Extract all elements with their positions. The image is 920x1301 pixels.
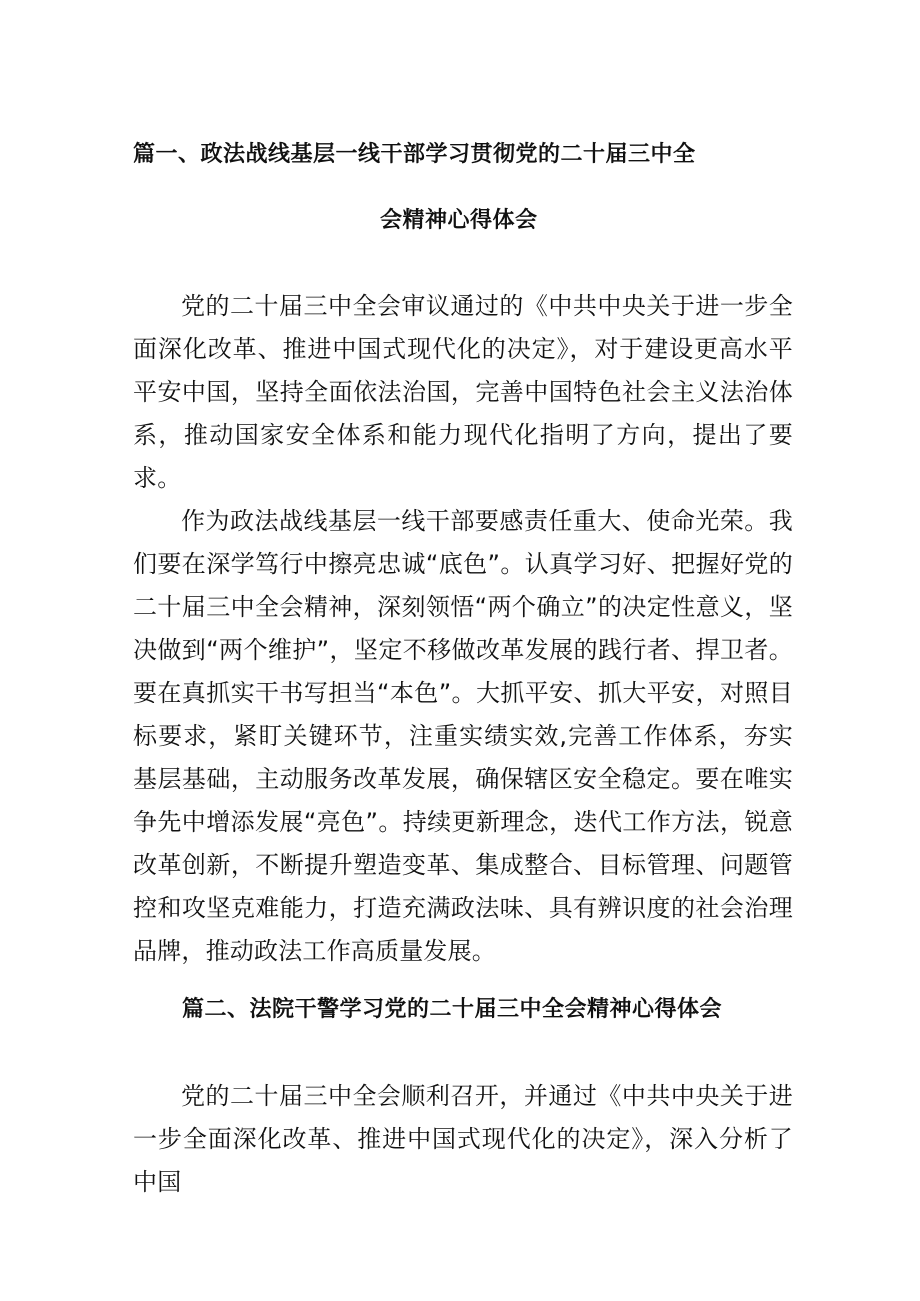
- section1-title-line2: 会精神心得体会: [380, 208, 538, 233]
- section2-title: 篇二、法院干警学习党的二十届三中全会精神心得体会: [182, 997, 723, 1022]
- section1-title-line1: 篇一、政法战线基层一线干部学习贯彻党的二十届三中全: [133, 142, 696, 167]
- section2-paragraph-1: 党的二十届三中全会顺利召开，并通过《中共中央关于进一步全面深化改革、推进中国式现代化的决定》，深入分析了中国: [133, 1082, 793, 1196]
- section1-paragraph-1: 党的二十届三中全会审议通过的《中共中央关于进一步全面深化改革、推进中国式现代化的决定》，对于建设更高水平平安中国，坚持全面依法治国，完善中国特色社会主义法治体系，推动国家安全体系和能力现代化指明了方向，提出了要求。: [133, 292, 793, 492]
- section1-paragraph-2: 作为政法战线基层一线干部要感责任重大、使命光荣。我们要在深学笃行中擦亮忠诚“底色”。认真学习好、把握好党的二十届三中全会精神，深刻领悟“两个确立”的决定性意义，坚决做到“两个维护”，坚定不移做改革发展的践行者、捍卫者。要在真抓实干书写担当“本色”。大抓平安、抓大平安，对照目标要求，紧盯关键环节，注重实绩实效,完善工作体系，夯实基层基础，主动服务改革发展，确保辖区安全稳定。要在唯实争先中增添发展“亮色”。持续更新理念，迭代工作方法，锐意改革创新，不断提升塑造变革、集成整合、目标管理、问题管控和攻坚克难能力，打造充满政法味、具有辨识度的社会治理品牌，推动政法工作高质量发展。: [133, 507, 793, 965]
